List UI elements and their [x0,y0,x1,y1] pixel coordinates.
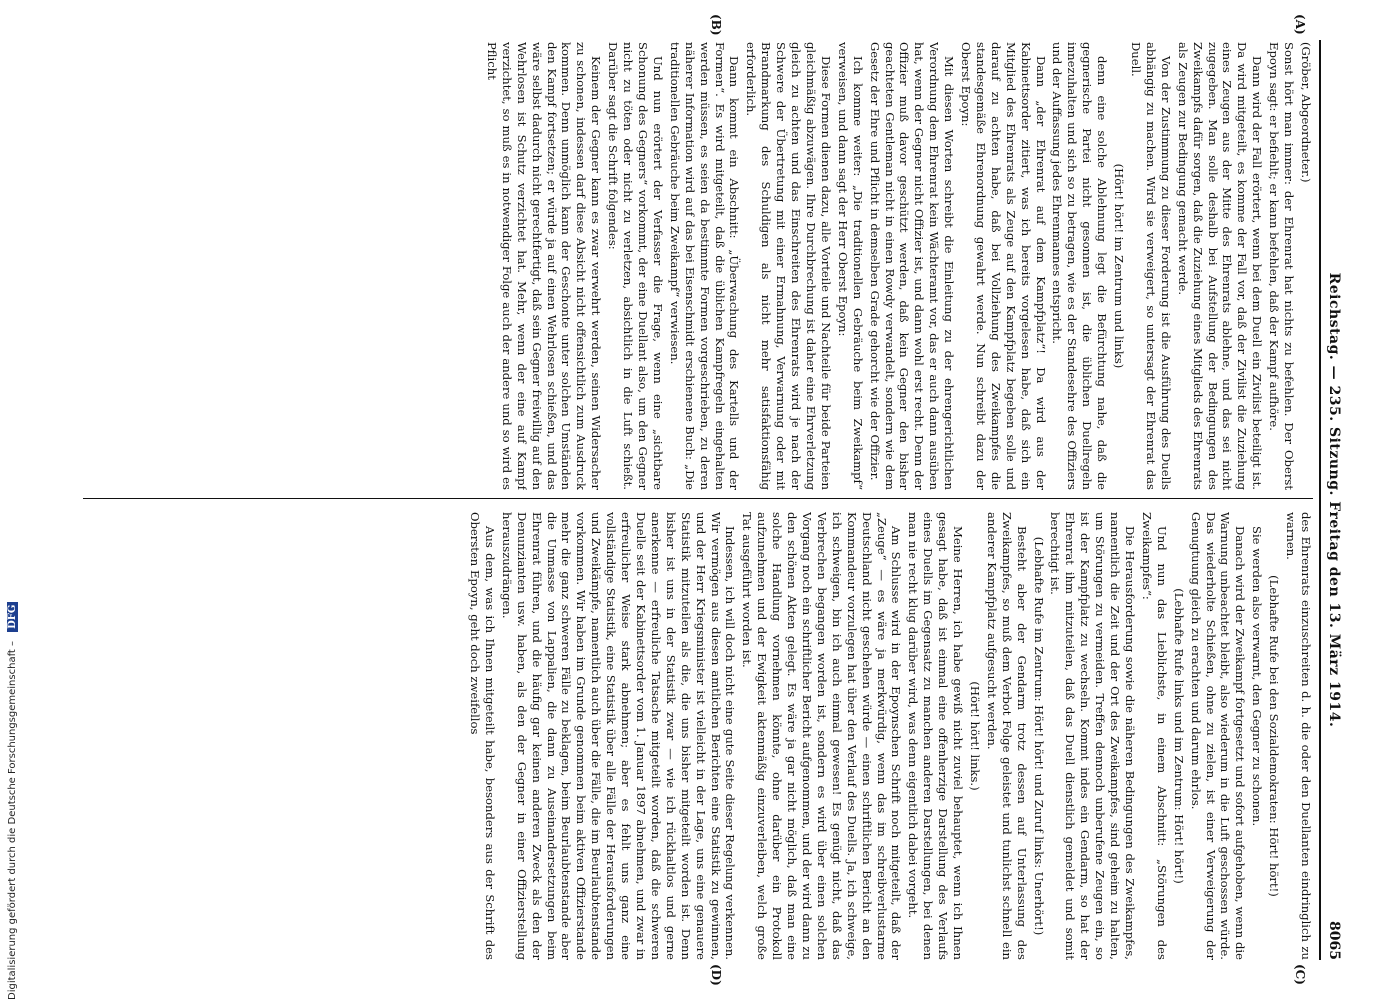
margin-mark-d: (D) [709,964,723,986]
margin-mark-c: (C) [1293,964,1307,985]
interjection: (Hört! hört! links.) [967,681,982,791]
interjection: (Lebhafte Rufe im Zentrum: Hört! hört! und Zuruf links: Unerhört!) [1031,536,1046,936]
paragraph: Sie werden also verwarnt, den Gegner zu schonen. [1250,526,1265,827]
paragraph: Keinem der Gegner kann es zwar verwehrt werden, seinen Widersacher zu schonen, indessen darf diese Absicht nicht offensichtlich zum Ausdruck kommen. Denn unmöglich kann der Geschonte unter solchen Umständen den Kampf fortsetzen; er würde ja auf einen Wehrlosen schießen, und das wäre selbst dadurch nicht gerechtfertigt, daß sein Gegner freiwillig auf den Wehrlosen ist Schutz verzichtet hat. Mehr, wenn der eine auf Kampf verzichtet, so muß es in notwendiger Folge auch der andere und so wird es Pflicht [484,42,604,490]
page-header [1319,40,1347,960]
paragraph: Die Herausforderung sowie die näheren Bedingungen des Zweikampfes, namentlich die Zeit und der Ort des Zweikampfes, sind geheim zu halten, um Störungen zu vermeiden. Treffen dennoch unberufene Zeugen ein, so ist der Kampfplatz zu wechseln. Kommt indes ein Gendarm, so hat der Ehrenrat ihm mitzuteilen, daß das Duell dienstlich gemeldet und somit berechtigt ist. [1048,512,1138,960]
paragraph: Sonst hört man immer: der Ehrenrat hat nichts zu befehlen. Der Oberst Epoyn sagt: er befiehlt; er kann befehlen, daß der Kampf aufhöre. [1267,42,1297,490]
paragraph: des Ehrenrats einzuschreiten d. h. die oder den Duellanten eindringlich zu warnen. [1284,512,1313,960]
paragraph: Am Schlusse wird in der Epoynschen Schrift noch mitgeteilt, daß der „Zeuge“ — es wäre ja merkwürdig, wenn das im schreibverlustarme Deutschland nicht geschehen würde — einen schriftlichen Bericht an den Kommandeur vorzulegen hat über den Verlauf des Duells. Ja, ich schweige, ich schweigen, bin ich auch einmal gewesen! Es genügt nicht, daß das Verbrechen begangen worden ist, sondern es wird über einen solchen Vorgang noch ein schriftlicher Bericht aufgenommen, und der wird dann zu den schönen Akten gelegt. Es wäre ja gar nicht möglich, daß man eine solche Handlung vornehmen könnte, ohne darüber ein Protokoll aufzunehmen und der Ewigkeit aktenmäßig einzuverleiben, welch große Tat ausgeführt worden ist. [740,512,904,960]
text-column-right [83,512,1313,960]
paragraph: Dann „der Ehrenrat auf dem Kampfplatz“! Da wird aus der Kabinettsorder zitiert, was ich bereits vorgelesen habe, daß sich ein Mitglied des Ehrenrats als Zeuge auf den Kampfplatz begeben solle und darauf zu achten habe, daß bei Vollziehung des Zweikampfes die standesgemäße Ehrenordnung gewahrt werde. Nun schreibt dazu der Oberst Epoyn: [959,42,1048,490]
interjection: (Lebhafte Rufe links und im Zentrum: Hört! hört!) [1171,588,1186,884]
paragraph: Von der Zustimmung zu dieser Forderung ist die Ausführung des Duells abhängig zu machen. Wird sie verweigert, so untersagt der Ehrenrat das Duell. [1129,42,1173,490]
paragraph: Meine Herren, ich habe gewiß nicht zuviel behauptet, wenn ich Ihnen gesagt habe, daß ist einmal eine offenherzige Darstellung des Verlaufs eines Duells im Gegensatz zu manchen anderen Darstellungen, bei denen man nie recht klug darüber wird, was denn eigentlich dabei vorgeht. [906,512,966,960]
paragraph: denn eine solche Ablehnung legt die Befürchtung nahe, daß die gegnerische Partei nicht gesonnen ist, die üblichen Duellregeln innezuhalten und sich so zu betragen, wie es der Standesehre des Offiziers und der Auffassung jedes Ehrenmannes entspricht. [1050,42,1110,490]
text-column-left [83,42,1313,490]
paragraph: Diese Formen dienen dazu, alle Vorteile und Nachteile für beide Parteien gleichmäßig abzuwägen. Ihre Durchbrechung ist daher eine Ehrverletzung gleich zu achten und das Einschreiten des Ehrenrats wird je nach der Schwere der Übertretung mit einer Ermahnung, Verwarnung oder mit Brandmarkung des Schuldigen als nicht mehr satisfaktionsfähig erforderlich. [744,42,833,490]
paragraph: Dann kommt ein Abschnitt: „Überwachung des Kartells und der Formen“. Es wird mitgeteilt, daß die üblichen Kampfregeln eingehalten werden müssen, es seien da bestimmte Formen vorgeschrieben, zu deren näherer Information wird auf das bei Eisenschmidt erschienene Buch: „Die traditionellen Gebräuche beim Zweikampf“ verwiesen. [667,42,742,490]
paragraph: Aus dem, was ich Ihnen mitgeteilt habe, besonders aus der Schrift des Obersten Epoyn, geht doch zweifellos [468,512,497,960]
paragraph: Und nun das Lieblichste, in einem Abschnitt: „Störungen des Zweikampfes“: [1139,512,1169,960]
paragraph: Danach wird der Zweikampf fortgesetzt und sofort aufgehoben, wenn die Warnung unbeachtet bleibt, also wiederum in die Luft geschossen würde. Das wiederholte Schießen, ohne zu zielen, ist einer Verweigerung der Genugtuung gleich zu erachten und darum ehrlos. [1188,512,1248,960]
interjection: (Lebhafte Rufe bei den Sozialdemokraten: Hört! hört!) [1267,575,1282,897]
paragraph: (Gröber, Abgeordneter.) [1299,42,1313,183]
margin-mark-a: (A) [1293,14,1307,35]
paragraph: Besteht aber der Gendarm trotz dessen auf Unterlassung des Zweikampfes, so muß dem Verbot Folge geleistet und tunlichst schnell ein anderer Kampfplatz aufgesucht werden. [984,512,1029,960]
margin-mark-b: (B) [709,14,723,36]
paragraph: Indessen, ich will doch nicht eine gute Seite dieser Regelung verkennen. Wir vermögen aus diesen amtlichen Berichten eine Statistik zu gewinnen, und der Herr Kriegsminister ist vielleicht in der Lage, uns eine genauere Statistik mitzuteilen als die, die uns bisher mitgeteilt worden ist. Denn bisher ist uns in der Statistik zwar — wie ich rückhaltlos und gerne anerkenne — erfreuliche Tatsache mitgeteilt worden, daß die schweren Duelle seit der Kabinettsorder vom 1. Januar 1897 abnehmen, und zwar in erfreulicher Weise stark abnehmen; aber es fehlt uns ganz eine vollständige Statistik, eine Statistik über alle Fälle der Herausforderungen und Zweikämpfe, namentlich auch über die Fälle, die im Beurlaubtenstande vorkommen. Wir haben im Grunde genommen beim aktiven Offizierstande mehr die ganz schweren Fälle zu beklagen, beim Beurlaubtenstande aber die Unmasse von Lappalien, die dann zu Auseinandersetzungen beim Ehrenrat führen, und die häufig gar keinen anderen Zweck als den der Denunzianten usw. haben, als den der Gegner in einer Offizierstellung herauszudrängen. [499,512,738,960]
paragraph: Mit diesen Worten schreibt die Einleitung zu der ehrengerichtlichen Verordnung dem Ehrenrat kein Wächteramt vor, das er auch dann ausüben hat, wenn der Gegner nicht Offizier ist, und dann wohl erst recht. Denn der Offizier muß davor geschützt werden, daß kein Gegner den bisher geachteten Gentleman nicht in einen Rowdy verwandelt, sondern wie dem Gesetz der Ehre und Pflicht in demselben Grade gehorcht wie der Offizier. [867,42,957,490]
interjection: (Hört! hört! im Zentrum und links) [1112,163,1127,369]
page-title: Reichstag. — 235. Sitzung. Freitag den 13. März 1914. [1326,272,1342,728]
dfg-logo: DFG [7,602,18,632]
paragraph: Und nun erörtert der Verfasser die Frage, wenn eine „sichtbare Schonung des Gegners“ vorkommt, der eine Duellant also, um den Gegner nicht zu töten oder nicht zu verletzen, absichtlich in die Luft schießt. Darüber sagt die Schrift folgendes: [606,42,665,490]
paragraph: Ich komme weiter: „Die traditionellen Gebräuche beim Zweikampf“ verweisen, und dann sagt der Herr Oberst Epoyn: [835,42,865,490]
paragraph: Dann wird der Fall erörtert, wenn bei dem Duell ein Zivilist beteiligt ist. Da wird mitgeteilt, es komme der Fall vor, daß der Zivilist die Zuziehung eines Zeugen aus der Mitte des Ehrenrats ablehne, und das sei nicht zugegeben. Man solle deshalb bei Aufstellung der Bedingungen des Zweikampfs dafür sorgen, daß die Zuziehung eines Mitglieds des Ehrenrats als Zeugen zur Bedingung gemacht werde. [1175,42,1265,490]
footer-text: Digitalisierung gefördert durch die Deutsche Forschungsgemeinschaft – [7,640,18,1000]
column-divider [83,498,1313,499]
footer [0,580,16,1000]
page-number: 8065 [1326,921,1342,960]
